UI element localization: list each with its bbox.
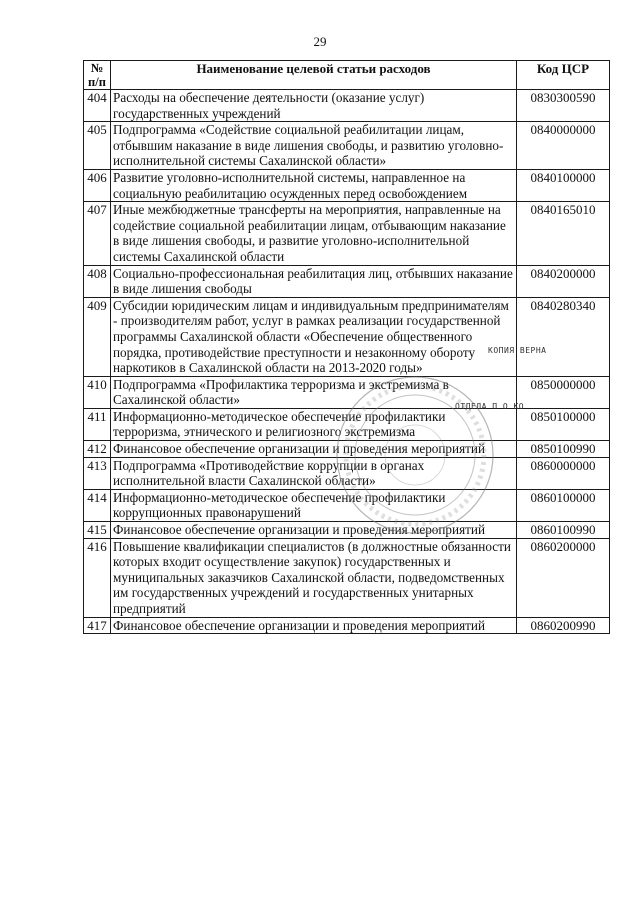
row-name: Повышение квалификации специалистов (в должностные обязанности которых входит осуществление закупок) государственных и муниципальных заказчиков Сахалинской области, подведомственных им государственных учреждений и государственных унитарных предприятий	[111, 538, 517, 617]
row-code: 0840000000	[517, 122, 610, 170]
table-header-row	[84, 61, 610, 90]
table-row	[84, 522, 610, 539]
row-name: Иные межбюджетные трансферты на мероприятия, направленные на содействие социальной реабилитации лицам, отбывающим наказание в виде лишения свободы, и развитие уголовно-исполнительной системы Сахалинской области	[111, 202, 517, 265]
row-number: 410	[84, 376, 111, 408]
row-number: 413	[84, 457, 111, 489]
row-name: Субсидии юридическим лицам и индивидуальным предпринимателям - производителям работ, услуг в рамках реализации государственной программы Сахалинской области «Обеспечение общественного порядка, противодействие преступности и незаконному обороту наркотиков в Сахалинской области на 2013-2020 годы»	[111, 297, 517, 376]
row-code: 0850100000	[517, 408, 610, 440]
row-number: 416	[84, 538, 111, 617]
row-name: Расходы на обеспечение деятельности (оказание услуг) государственных учреждений	[111, 90, 517, 122]
row-code: 0850000000	[517, 376, 610, 408]
table-row	[84, 122, 610, 170]
row-code: 0840165010	[517, 202, 610, 265]
header-number: № п/п	[84, 61, 111, 90]
row-number: 405	[84, 122, 111, 170]
row-name: Финансовое обеспечение организации и проведения мероприятий	[111, 522, 517, 539]
stamp-text-top: КОПИЯ ВЕРНА	[488, 346, 547, 355]
table-row	[84, 538, 610, 617]
row-code: 0840280340	[517, 297, 610, 376]
row-code: 0840200000	[517, 265, 610, 297]
table-row	[84, 202, 610, 265]
table-body	[84, 90, 610, 634]
row-number: 409	[84, 297, 111, 376]
table-row	[84, 441, 610, 458]
row-name: Подпрограмма «Содействие социальной реабилитации лицам, отбывшим наказание в виде лишения свободы, и развитию уголовно-исполнительной системы Сахалинской области»	[111, 122, 517, 170]
row-number: 411	[84, 408, 111, 440]
row-name: Социально-профессиональная реабилитация лиц, отбывших наказание в виде лишения свободы	[111, 265, 517, 297]
row-number: 417	[84, 617, 111, 634]
row-code: 0840100000	[517, 169, 610, 201]
row-name: Развитие уголовно-исполнительной системы, направленное на социальную реабилитацию осужденных перед освобождением	[111, 169, 517, 201]
row-number: 406	[84, 169, 111, 201]
page-number: 29	[313, 34, 327, 49]
row-code: 0830300590	[517, 90, 610, 122]
header-name: Наименование целевой статьи расходов	[111, 61, 517, 90]
row-code: 0860200000	[517, 538, 610, 617]
table-row	[84, 408, 610, 440]
row-code: 0860100990	[517, 522, 610, 539]
row-name: Информационно-методическое обеспечение профилактики коррупционных правонарушений	[111, 489, 517, 521]
row-name: Финансовое обеспечение организации и проведения мероприятий	[111, 617, 517, 634]
row-code: 0860000000	[517, 457, 610, 489]
row-number: 404	[84, 90, 111, 122]
row-number: 407	[84, 202, 111, 265]
header-code: Код ЦСР	[517, 61, 610, 90]
budget-classification-table	[83, 60, 610, 634]
row-code: 0850100990	[517, 441, 610, 458]
row-number: 408	[84, 265, 111, 297]
table-row	[84, 90, 610, 122]
stamp-text-department: ОТДЕЛА П О КО	[455, 402, 525, 411]
table-row	[84, 265, 610, 297]
table-row	[84, 376, 610, 408]
row-number: 414	[84, 489, 111, 521]
row-code: 0860200990	[517, 617, 610, 634]
table-row	[84, 617, 610, 634]
table-row	[84, 489, 610, 521]
row-code: 0860100000	[517, 489, 610, 521]
row-name: Подпрограмма «Профилактика терроризма и экстремизма в Сахалинской области»	[111, 376, 517, 408]
row-name: Финансовое обеспечение организации и проведения мероприятий	[111, 441, 517, 458]
table-row	[84, 297, 610, 376]
table-row	[84, 457, 610, 489]
row-number: 412	[84, 441, 111, 458]
table-row	[84, 169, 610, 201]
row-number: 415	[84, 522, 111, 539]
row-name: Подпрограмма «Противодействие коррупции в органах исполнительной власти Сахалинской области»	[111, 457, 517, 489]
row-name: Информационно-методическое обеспечение профилактики терроризма, этнического и религиозного экстремизма	[111, 408, 517, 440]
